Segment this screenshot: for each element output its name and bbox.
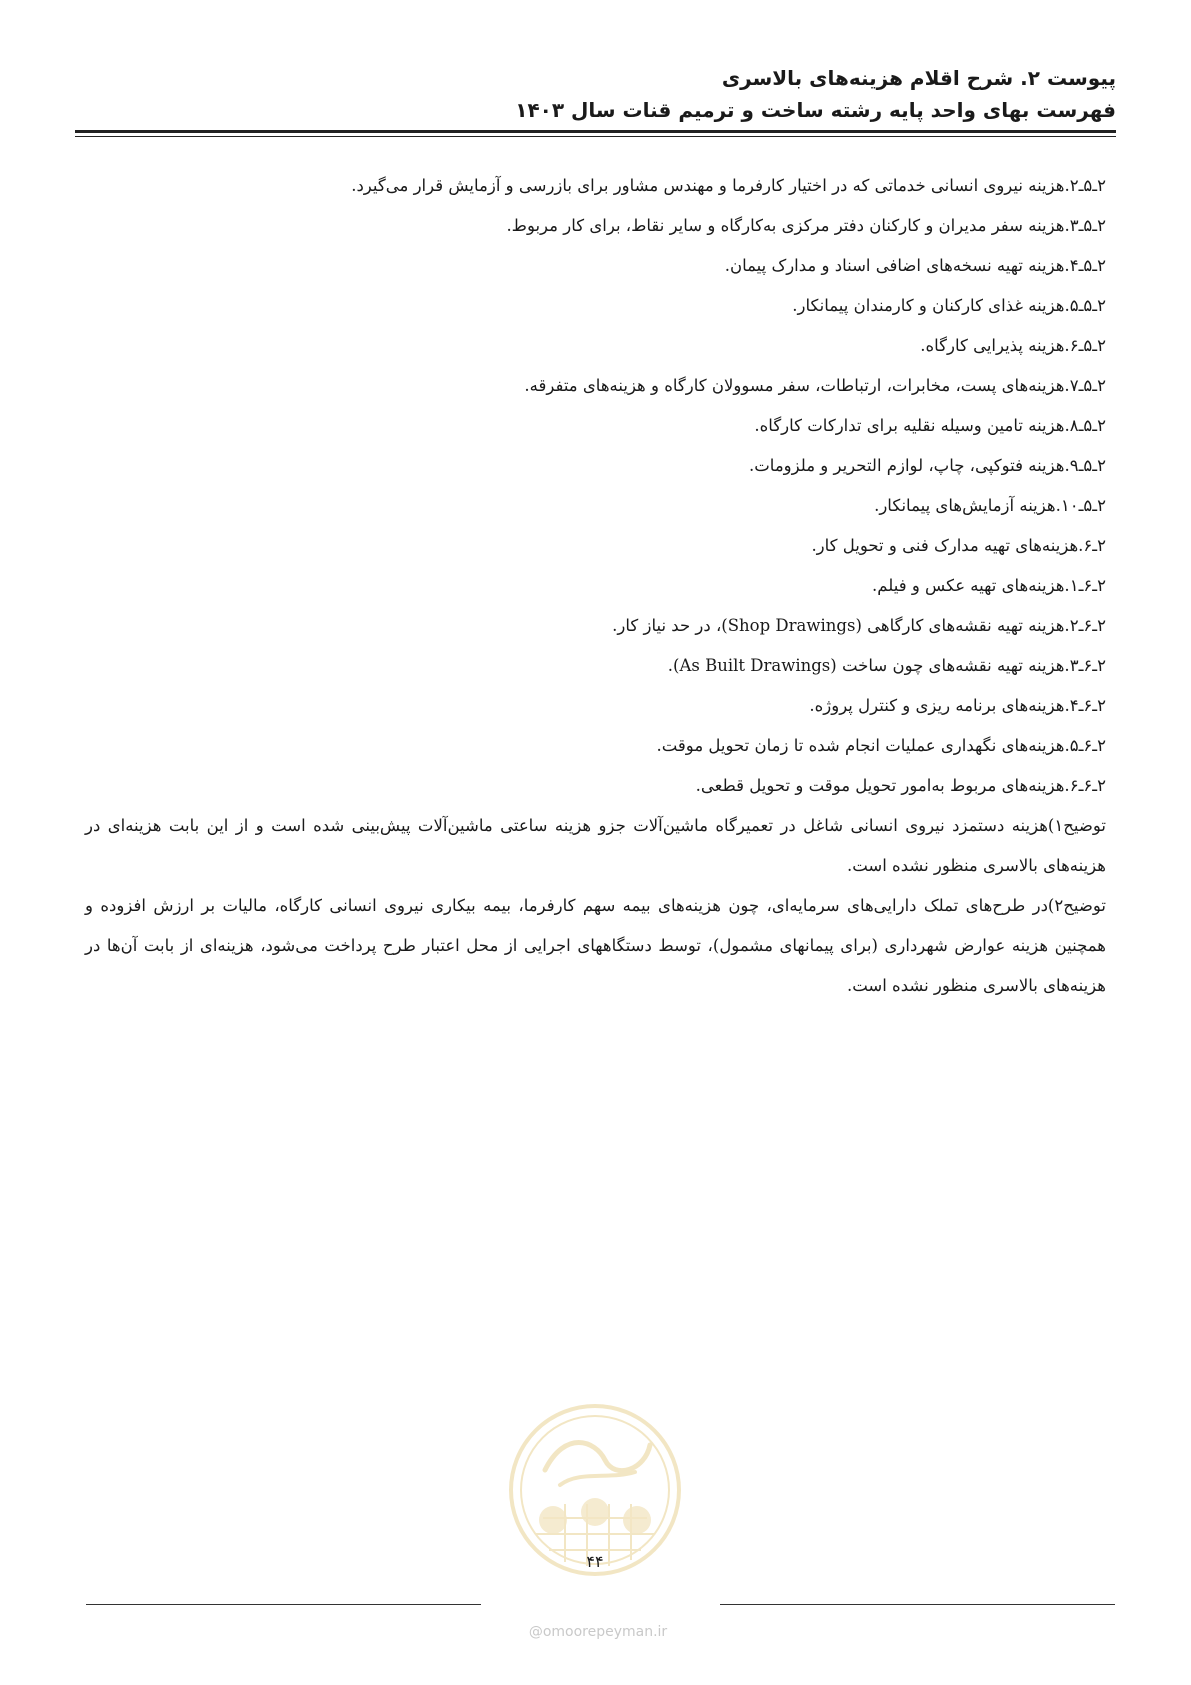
list-item: ۲ـ۵ـ۱۰.هزینه آزمایش‌های پیمانکار. bbox=[874, 496, 1106, 515]
appendix-title: پیوست ۲. شرح اقلام هزینه‌های بالاسری bbox=[721, 66, 1116, 90]
note-1: توضیح۱)هزینه دستمزد نیروی انسانی شاغل در تعمیرگاه ماشین‌آلات جزو هزینه ساعتی ماشین‌آلات پیش‌بینی شده است و از این بابت هزینه‌ای در هزینه‌های بالاسری منظور نشده است. bbox=[85, 816, 1106, 875]
list-item: ۲ـ۶ـ۲.هزینه تهیه نقشه‌های کارگاهی (Shop Drawings)، در حد نیاز کار. bbox=[612, 616, 1106, 635]
header-divider-thin bbox=[75, 136, 1116, 137]
list-item: ۲ـ۶.هزینه‌های تهیه مدارک فنی و تحویل کار. bbox=[811, 536, 1106, 555]
list-item: ۲ـ۵ـ۶.هزینه پذیرایی کارگاه. bbox=[920, 336, 1106, 355]
list-item: ۲ـ۵ـ۴.هزینه تهیه نسخه‌های اضافی اسناد و مدارک پیمان. bbox=[724, 256, 1106, 275]
list-item: ۲ـ۵ـ۷.هزینه‌های پست، مخابرات، ارتباطات، سفر مسوولان کارگاه و هزینه‌های متفرقه. bbox=[524, 376, 1106, 395]
page-number: ۴۴ bbox=[586, 1552, 604, 1571]
list-item: ۲ـ۶ـ۱.هزینه‌های تهیه عکس و فیلم. bbox=[872, 576, 1106, 595]
list-item: ۲ـ۶ـ۳.هزینه تهیه نقشه‌های چون ساخت (As Built Drawings). bbox=[667, 656, 1106, 675]
list-item: ۲ـ۶ـ۶.هزینه‌های مربوط به‌امور تحویل موقت و تحویل قطعی. bbox=[695, 776, 1106, 795]
list-item: ۲ـ۵ـ۹.هزینه فتوکپی، چاپ، لوازم التحریر و ملزومات. bbox=[749, 456, 1106, 475]
list-item: ۲ـ۶ـ۵.هزینه‌های نگهداری عملیات انجام شده تا زمان تحویل موقت. bbox=[656, 736, 1106, 755]
footer-divider-right bbox=[720, 1604, 1115, 1605]
list-item: ۲ـ۵ـ۸.هزینه تامین وسیله نقلیه برای تدارکات کارگاه. bbox=[754, 416, 1106, 435]
header-divider-thick bbox=[75, 130, 1116, 133]
list-item: ۲ـ۵ـ۵.هزینه غذای کارکنان و کارمندان پیمانکار. bbox=[792, 296, 1106, 315]
header-block bbox=[75, 62, 1116, 126]
footer-divider-left bbox=[86, 1604, 481, 1605]
document-title: فهرست بهای واحد پایه رشته ساخت و ترمیم قنات سال ۱۴۰۳ bbox=[515, 98, 1116, 122]
site-watermark: @omoorepeyman.ir bbox=[528, 1624, 668, 1640]
list-item: ۲ـ۵ـ۳.هزینه سفر مدیران و کارکنان دفتر مرکزی به‌کارگاه و سایر نقاط، برای کار مربوط. bbox=[506, 216, 1106, 235]
page-content bbox=[85, 166, 1106, 1006]
list-item: ۲ـ۵ـ۲.هزینه نیروی انسانی خدماتی که در اختیار کارفرما و مهندس مشاور برای بازرسی و آزمایش قرار می‌گیرد. bbox=[351, 176, 1106, 195]
note-2: توضیح۲)در طرح‌های تملک دارایی‌های سرمایه‌ای، چون هزینه‌های بیمه سهم کارفرما، بیمه بیکاری نیروی انسانی کارگاه، مالیات بر ارزش افزوده و همچنین هزینه عوارض شهرداری (برای پیمانهای مشمول)، توسط دستگاههای اجرایی از محل اعتبار طرح پرداخت می‌شود، هزینه‌ای از بابت آن‌ها در هزینه‌های بالاسری منظور نشده است. bbox=[85, 896, 1106, 995]
list-item: ۲ـ۶ـ۴.هزینه‌های برنامه ریزی و کنترل پروژه. bbox=[809, 696, 1106, 715]
